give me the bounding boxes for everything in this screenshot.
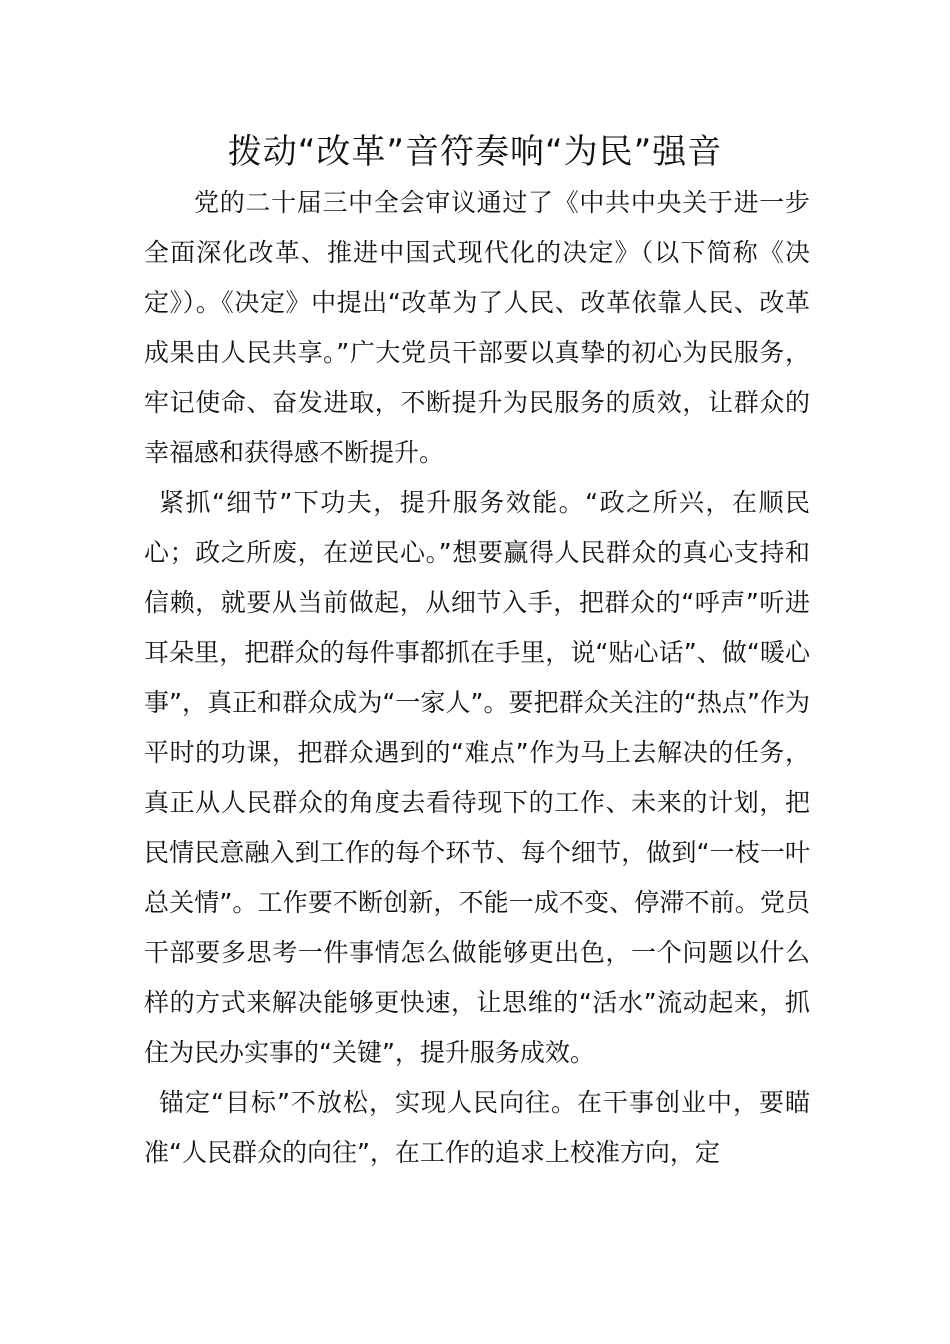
paragraph-details: 紧抓“细节”下功夫，提升服务效能。“政之所兴，在顺民心；政之所废，在逆民心。”想要赢得人民群众的真心支持和信赖，就要从当前做起，从细节入手，把群众的“呼声”听进耳朵里，把群众的每件事都抓在手里，说“贴心话”、做“暖心事”，真正和群众成为“一家人”。要把群众关注的“热点”作为平时的功课，把群众遇到的“难点”作为马上去解决的任务，真正从人民群众的角度去看待现下的工作、未来的计划，把民情民意融入到工作的每个环节、每个细节，做到“一枝一叶总关情”。工作要不断创新，不能一成不变、停滞不前。党员干部要多思考一件事情怎么做能够更出色，一个问题以什么样的方式来解决能够更快速，让思维的“活水”流动起来，抓住为民办实事的“关键”，提升服务成效。 xyxy=(144,488,810,1067)
document-body xyxy=(144,178,810,1178)
document-title: 拨动“改革”音符奏响“为民”强音 xyxy=(227,132,723,172)
paragraph-intro: 党的二十届三中全会审议通过了《中共中央关于进一步全面深化改革、推进中国式现代化的决定》（以下简称《决定》）。《决定》中提出“改革为了人民、改革依靠人民、改革成果由人民共享。”广大党员干部要以真挚的初心为民服务，牢记使命、奋发进取，不断提升为民服务的质效，让群众的幸福感和获得感不断提升。 xyxy=(144,188,810,467)
paragraph-goals: 锚定“目标”不放松，实现人民向往。在干事创业中，要瞄准“人民群众的向往”，在工作的追求上校准方向，定 xyxy=(144,1088,810,1167)
